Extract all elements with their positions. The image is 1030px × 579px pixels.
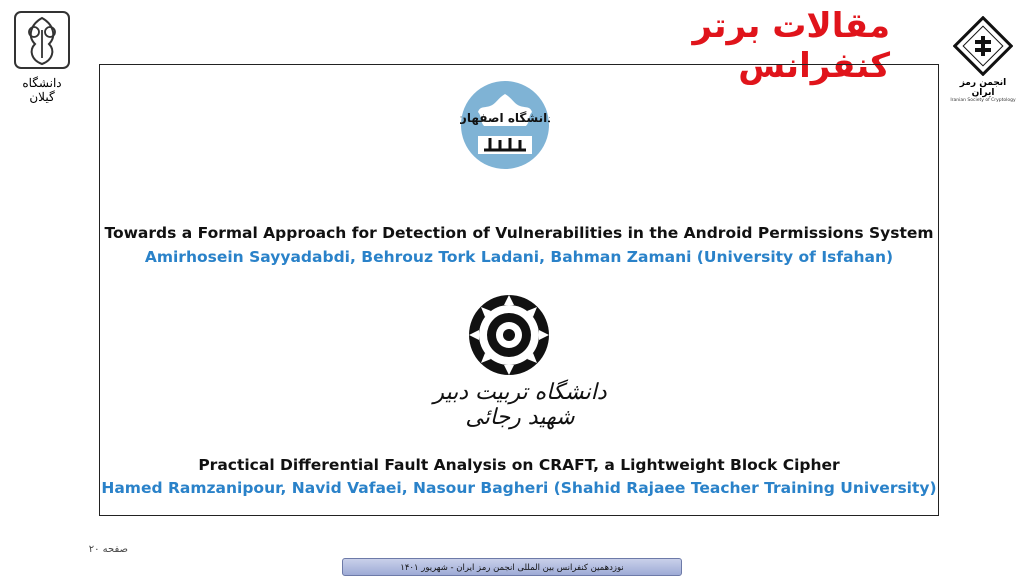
paper-1-title: Towards a Formal Approach for Detection of Vulnerabilities in the Android Permissions System	[104, 224, 934, 242]
page-title: مقالات برتر کنفرانس	[692, 6, 890, 86]
university-of-isfahan-logo-icon	[460, 80, 550, 170]
right-logo-caption: انجمن رمز ایران	[959, 78, 1007, 98]
footer-banner: نوزدهمین کنفرانس بین المللی انجمن رمز ایران - شهریور ۱۴۰۱	[342, 558, 682, 576]
paper-2-logo	[464, 292, 554, 378]
paper-1-authors: Amirhosein Sayyadabdi, Behrouz Tork Ladani, Bahman Zamani (University of Isfahan)	[144, 248, 894, 266]
isfahan-logo-text: دانشگاه اصفهان	[460, 111, 550, 125]
shahid-rajaee-university-logo-icon	[464, 292, 554, 378]
left-logo-caption: دانشگاه گیلان	[22, 76, 62, 104]
iran-cryptology-society-logo-icon	[953, 16, 1013, 76]
guilan-university-logo	[10, 10, 74, 102]
paper-1-logo	[460, 80, 550, 170]
paper-2-authors: Hamed Ramzanipour, Navid Vafaei, Nasour Bagheri (Shahid Rajaee Teacher Training University)	[101, 479, 937, 497]
paper-2-logo-caption: دانشگاه تربیت دبیر شهید رجائی	[433, 380, 607, 430]
page-number: صفحه ۲۰	[88, 544, 128, 555]
paper-2-title: Practical Differential Fault Analysis on CRAFT, a Lightweight Block Cipher	[198, 456, 840, 474]
iran-cryptology-society-logo	[948, 16, 1018, 103]
right-logo-caption-en: Iranian Society of Cryptology	[950, 98, 1016, 103]
guilan-university-logo-icon	[13, 10, 71, 70]
